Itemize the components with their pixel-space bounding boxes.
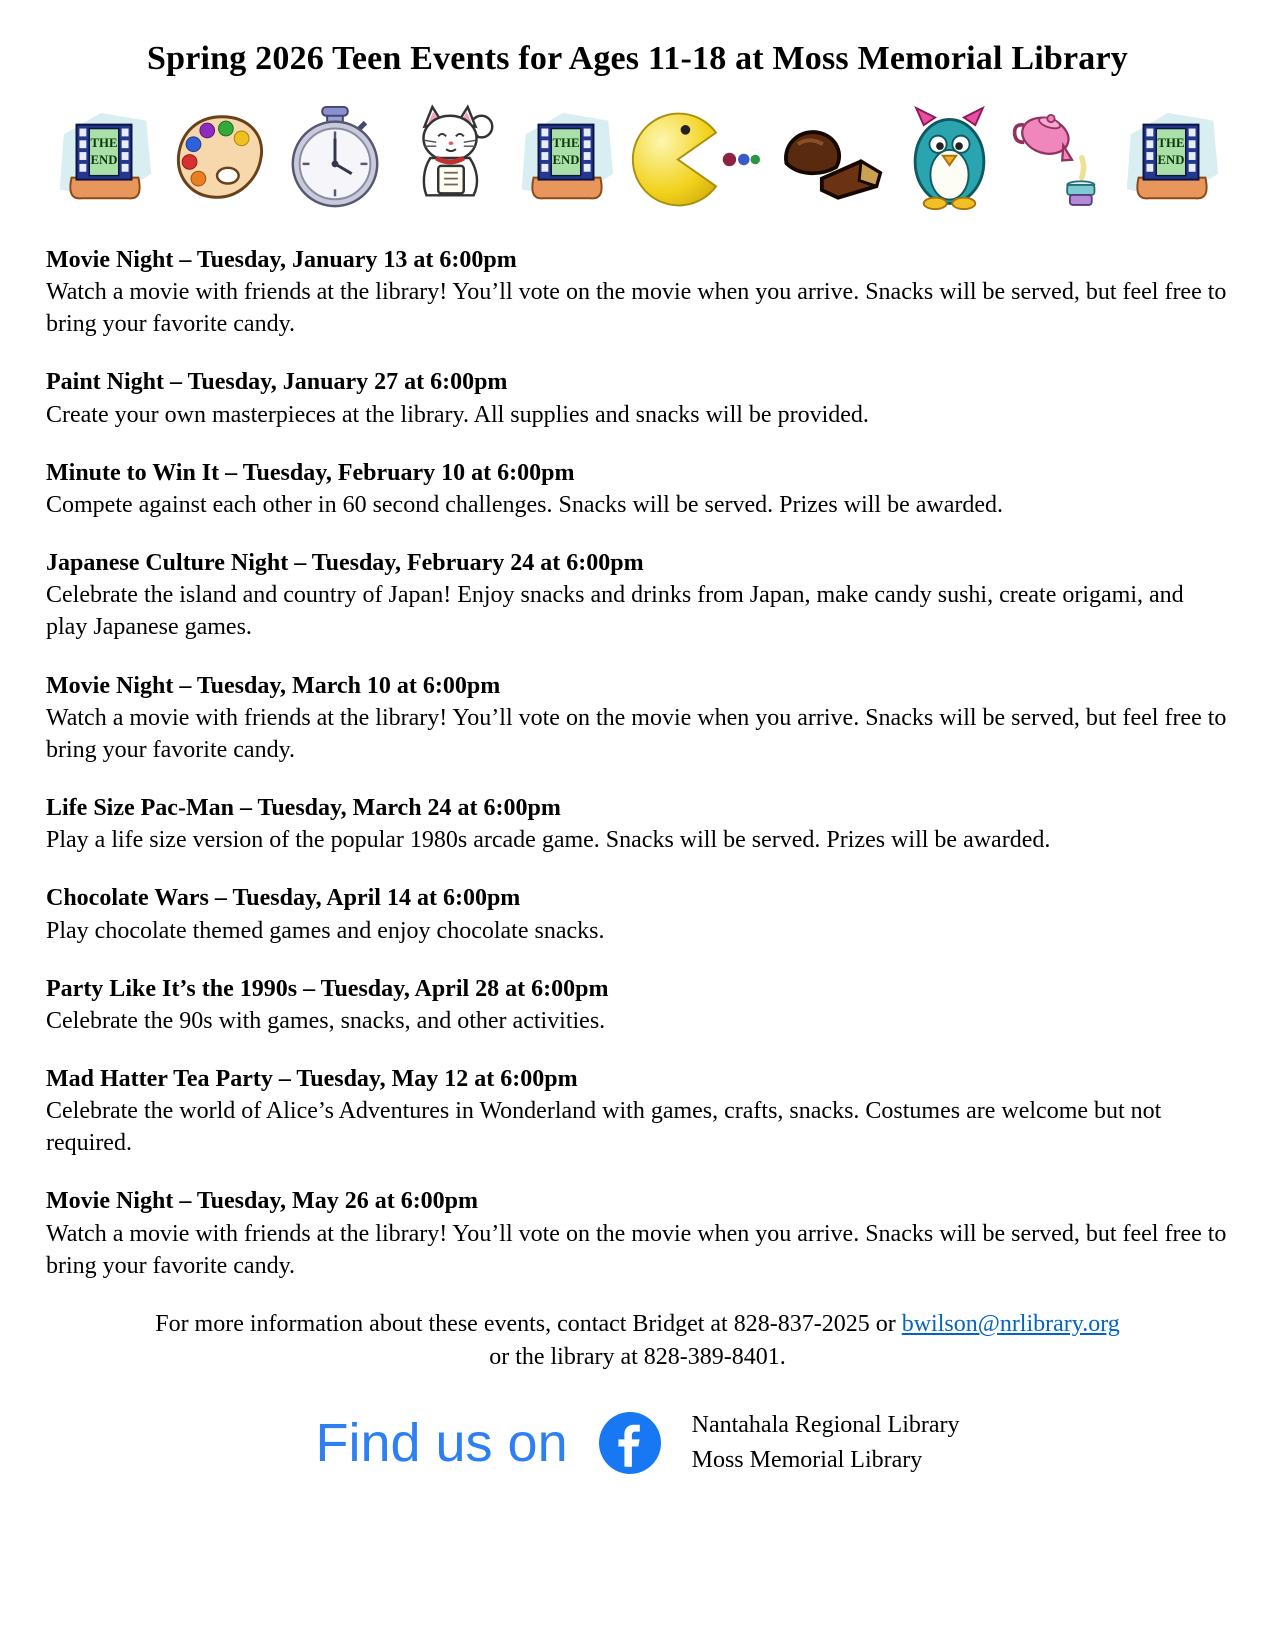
event-heading: Party Like It’s the 1990s – Tuesday, April 28 at 6:00pm [46, 975, 609, 1002]
email-link[interactable]: bwilson@nrlibrary.org [901, 1310, 1120, 1337]
contact-section [46, 1308, 1229, 1374]
film-icon-text-the: THE [552, 136, 580, 151]
contact-text: For more information about these events, contact Bridget at 828-837-2025 or [155, 1310, 902, 1337]
event-item [46, 1063, 1229, 1159]
event-item [46, 670, 1229, 766]
teapot-icon [1009, 104, 1109, 214]
event-description: Compete against each other in 60 second challenges. Snacks will be served. Prizes will be awarded. [46, 491, 1004, 518]
lucky-cat-icon [397, 101, 505, 214]
library-names [692, 1408, 960, 1478]
event-description: Celebrate the 90s with games, snacks, and other activities. [46, 1007, 606, 1034]
stopwatch-icon [281, 101, 389, 214]
penguin-icon [897, 104, 1002, 214]
event-item [46, 792, 1229, 856]
events-list [46, 244, 1229, 1282]
event-item [46, 882, 1229, 946]
film-the-end-icon [50, 101, 158, 214]
clipart-icon-row [50, 94, 1225, 214]
event-item [46, 366, 1229, 430]
event-description: Watch a movie with friends at the library! You’ll vote on the movie when you arrive. Snacks will be served, but feel free to bring your favorite candy. [46, 704, 1227, 763]
event-description: Watch a movie with friends at the library! You’ll vote on the movie when you arrive. Snacks will be served, but feel free to bring your favorite candy. [46, 279, 1227, 338]
library-name-line-2: Moss Memorial Library [691, 1446, 923, 1473]
film-icon-text-end: END [1157, 152, 1185, 167]
film-icon-text-end: END [90, 152, 118, 167]
event-description: Create your own masterpieces at the library. All supplies and snacks will be provided. [46, 401, 869, 428]
paint-palette-icon [166, 101, 274, 214]
film-icon-text-the: THE [90, 136, 118, 151]
contact-line-2: or the library at 828-389-8401. [489, 1344, 786, 1371]
footer-social [46, 1408, 1229, 1478]
page-title: Spring 2026 Teen Events for Ages 11-18 at Moss Memorial Library [147, 40, 1128, 77]
event-heading: Mad Hatter Tea Party – Tuesday, May 12 at 6:00pm [46, 1065, 578, 1092]
film-icon-text-the: THE [1157, 136, 1185, 151]
event-heading: Movie Night – Tuesday, May 26 at 6:00pm [46, 1188, 479, 1215]
event-heading: Paint Night – Tuesday, January 27 at 6:00pm [46, 369, 508, 396]
film-icon-text-end: END [552, 152, 580, 167]
event-description: Celebrate the world of Alice’s Adventures in Wonderland with games, crafts, snacks. Costumes are welcome but not required. [46, 1098, 1162, 1157]
event-description: Watch a movie with friends at the library! You’ll vote on the movie when you arrive. Snacks will be served, but feel free to bring your favorite candy. [46, 1220, 1227, 1279]
event-item [46, 244, 1229, 340]
pacman-icon [628, 104, 762, 214]
event-description: Play a life size version of the popular 1980s arcade game. Snacks will be served. Prizes will be awarded. [46, 827, 1051, 854]
library-name-line-1: Nantahala Regional Library [691, 1412, 960, 1439]
event-heading: Minute to Win It – Tuesday, February 10 at 6:00pm [46, 459, 575, 486]
event-heading: Life Size Pac-Man – Tuesday, March 24 at 6:00pm [46, 795, 561, 822]
event-item [46, 973, 1229, 1037]
chocolates-icon [769, 104, 889, 214]
event-heading: Chocolate Wars – Tuesday, April 14 at 6:00pm [46, 885, 521, 912]
film-the-end-icon-2 [512, 101, 620, 214]
event-heading: Japanese Culture Night – Tuesday, February 24 at 6:00pm [46, 550, 644, 577]
event-description: Play chocolate themed games and enjoy chocolate snacks. [46, 917, 605, 944]
event-description: Celebrate the island and country of Japan! Enjoy snacks and drinks from Japan, make candy sushi, create origami, and play Japanese games. [46, 582, 1184, 641]
event-heading: Movie Night – Tuesday, March 10 at 6:00pm [46, 672, 501, 699]
contact-line-1 [46, 1308, 1229, 1341]
facebook-icon [598, 1411, 662, 1475]
event-item [46, 457, 1229, 521]
event-heading: Movie Night – Tuesday, January 13 at 6:00pm [46, 247, 517, 273]
event-item [46, 547, 1229, 643]
find-us-on-label: Find us on [315, 1412, 568, 1473]
film-the-end-icon-3 [1117, 101, 1225, 214]
event-item [46, 1185, 1229, 1281]
